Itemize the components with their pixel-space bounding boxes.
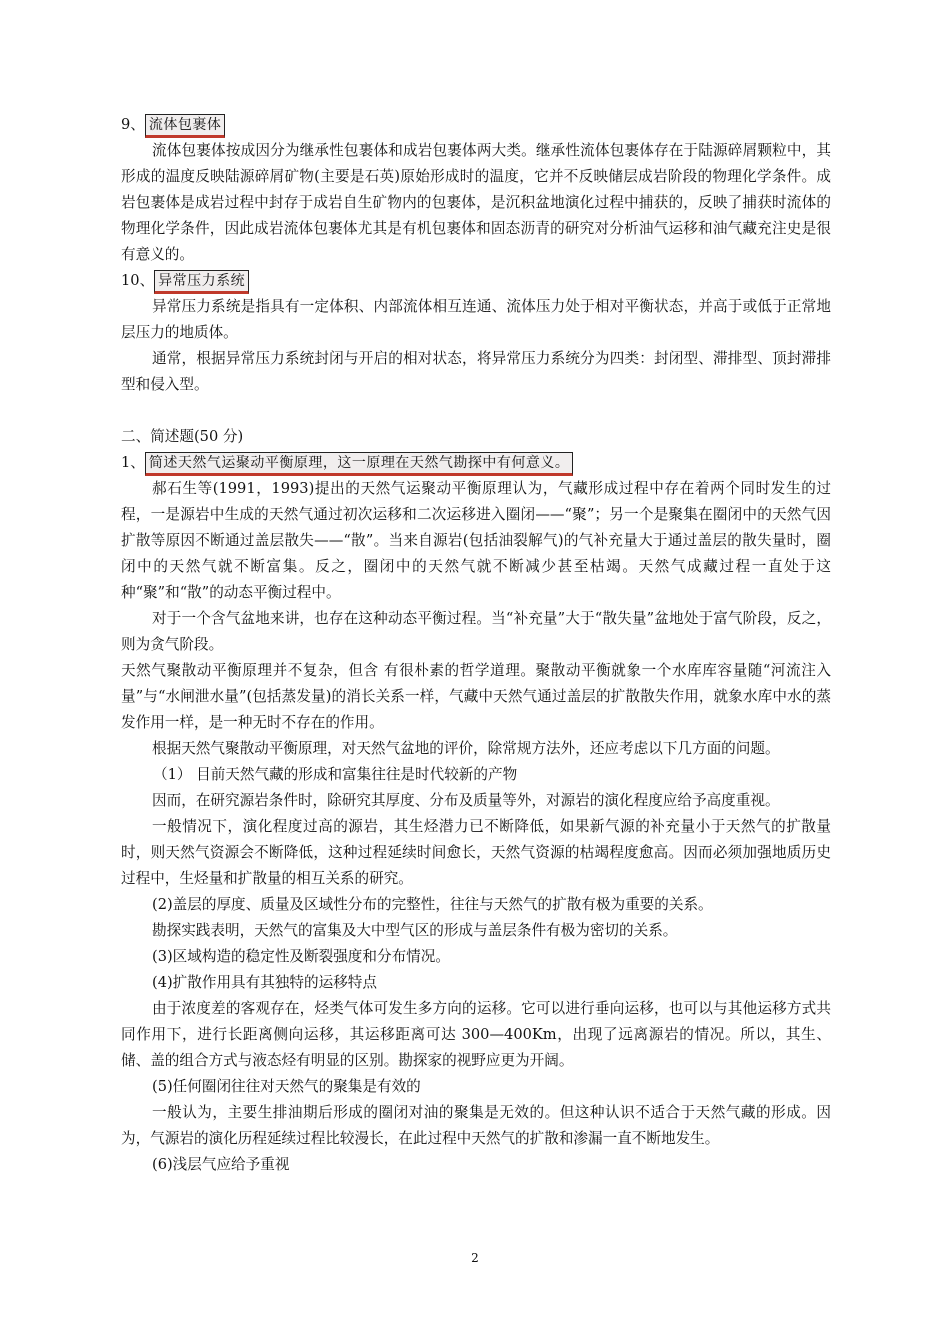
point-4-paragraph: 由于浓度差的客观存在，烃类气体可发生多方向的运移。它可以进行垂向运移，也可以与其他运移方式共同作用下，进行长距离侧向运移，其运移距离可达 300—400Km，出现了远离源岩的情况。所以，其生、储、盖的组合方式与液态烃有明显的区别。勘探家的视野应更为开阔。 <box>121 1000 831 1069</box>
point-3: (3)区域构造的稳定性及断裂强度和分布情况。 <box>152 948 450 965</box>
document-body <box>121 112 831 1178</box>
question-1-number: 1、 <box>121 454 145 471</box>
question-1-heading <box>121 450 831 476</box>
point-1-paragraph-a: 因而，在研究源岩条件时，除研究其厚度、分布及质量等外，对源岩的演化程度应给予高度重视。 <box>152 792 780 809</box>
section-9-number: 9、 <box>121 116 145 133</box>
point-2-paragraph: 勘探实践表明，天然气的富集及大中型气区的形成与盖层条件有极为密切的关系。 <box>152 922 678 939</box>
section-10-heading <box>121 268 831 294</box>
section-10-term-highlight: 异常压力系统 <box>154 270 249 294</box>
point-2: (2)盖层的厚度、质量及区域性分布的完整性，往往与天然气的扩散有极为重要的关系。 <box>152 896 713 913</box>
answer-paragraph-2: 对于一个含气盆地来讲，也存在这种动态平衡过程。当“补充量”大于“散失量”盆地处于富气阶段，反之，则为贪气阶段。 <box>121 610 831 653</box>
point-6: (6)浅层气应给予重视 <box>152 1156 290 1173</box>
page-number: 2 <box>471 1251 479 1265</box>
question-1-highlight: 简述天然气运聚动平衡原理，这一原理在天然气勘探中有何意义。 <box>145 452 574 476</box>
section-10-paragraph-1: 异常压力系统是指具有一定体积、内部流体相互连通、流体压力处于相对平衡状态，并高于或低于正常地层压力的地质体。 <box>121 298 831 341</box>
part-2-title: 二、简述题(50 分) <box>121 428 244 445</box>
answer-paragraph-4: 根据天然气聚散动平衡原理，对天然气盆地的评价，除常规方法外，还应考虑以下几方面的问题。 <box>152 740 780 757</box>
answer-paragraph-3: 天然气聚散动平衡原理并不复杂，但含 有很朴素的哲学道理。聚散动平衡就象一个水库库容量随“河流注入量”与“水闸泄水量”(包括蒸发量)的消长关系一样，气藏中天然气通过盖层的扩散散失作用，就象水库中水的蒸发作用一样，是一种无时不存在的作用。 <box>121 662 831 731</box>
point-5-paragraph: 一般认为，主要生排油期后形成的圈闭对油的聚集是无效的。但这种认识不适合于天然气藏的形成。因为，气源岩的演化历程延续过程比较漫长，在此过程中天然气的扩散和渗漏一直不断地发生。 <box>121 1104 831 1147</box>
section-9-paragraph: 流体包裹体按成因分为继承性包裹体和成岩包裹体两大类。继承性流体包裹体存在于陆源碎屑颗粒中，其形成的温度反映陆源碎屑矿物(主要是石英)原始形成时的温度，它并不反映储层成岩阶段的物理化学条件。成岩包裹体是成岩过程中封存于成岩自生矿物内的包裹体，是沉积盆地演化过程中捕获的，反映了捕获时流体的物理化学条件，因此成岩流体包裹体尤其是有机包裹体和固态沥青的研究对分析油气运移和油气藏充注史是很有意义的。 <box>121 142 831 263</box>
section-9-term-highlight: 流体包裹体 <box>145 114 226 138</box>
section-10-number: 10、 <box>121 272 155 289</box>
spacer <box>121 398 831 424</box>
point-4: (4)扩散作用具有其独特的运移特点 <box>152 974 377 991</box>
point-1-paragraph-b: 一般情况下，演化程度过高的源岩，其生烃潜力已不断降低，如果新气源的补充量小于天然气的扩散量时，则天然气资源会不断降低，这种过程延续时间愈长，天然气资源的枯竭程度愈高。因而必须加强地质历史过程中，生烃量和扩散量的相互关系的研究。 <box>121 818 831 887</box>
point-5: (5)任何圈闭往往对天然气的聚集是有效的 <box>152 1078 421 1095</box>
point-1: （1） 目前天然气藏的形成和富集往往是时代较新的产物 <box>153 766 518 783</box>
answer-paragraph-1: 郝石生等(1991，1993)提出的天然气运聚动平衡原理认为，气藏形成过程中存在着两个同时发生的过程，一是源岩中生成的天然气通过初次运移和二次运移进入圈闭——“聚”；另一个是聚集在圈闭中的天然气因扩散等原因不断通过盖层散失——“散”。当来自源岩(包括油裂解气)的气补充量大于通过盖层的散失量时，圈闭中的天然气就不断富集。反之，圈闭中的天然气就不断减少甚至枯竭。天然气成藏过程一直处于这种“聚”和“散”的动态平衡过程中。 <box>121 480 831 601</box>
section-10-paragraph-2: 通常，根据异常压力系统封闭与开启的相对状态，将异常压力系统分为四类：封闭型、滞排型、顶封滞排型和侵入型。 <box>121 350 831 393</box>
section-9-heading <box>121 112 831 138</box>
